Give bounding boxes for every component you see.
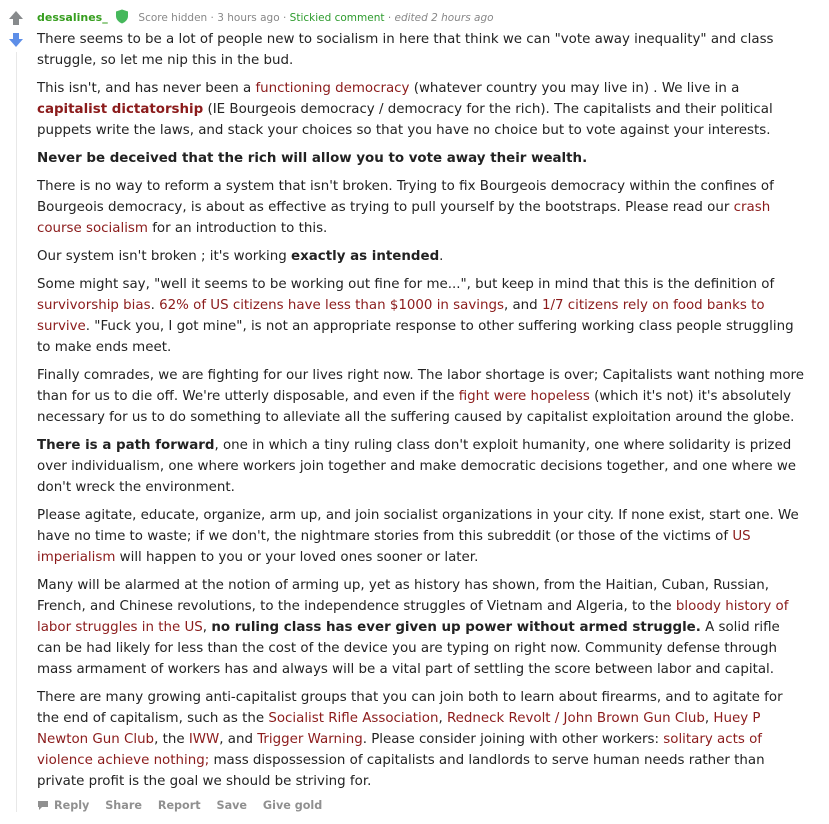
inline-link[interactable]: functioning democracy — [255, 81, 410, 96]
text-segment: for an introduction to this. — [147, 221, 328, 236]
downvote-arrow-icon[interactable] — [8, 32, 24, 48]
inline-link[interactable]: Socialist Rifle Association — [268, 711, 439, 726]
separator-dot: · — [387, 12, 395, 24]
comment-tagline — [37, 9, 807, 27]
comment-paragraph — [37, 246, 807, 267]
comment-paragraph — [37, 78, 807, 141]
inline-link[interactable]: crash course socialism — [37, 200, 771, 236]
inline-link[interactable]: 62% of US citizens have less than $1000 in savings — [159, 298, 504, 313]
text-segment: Many will be alarmed at the notion of arming up, yet as history has shown, from the Haitian, Cuban, Russian, French, and Chinese revolutions, to the independence struggles of Vietnam and Algeria, to the — [37, 578, 770, 614]
comment-paragraph — [37, 575, 807, 680]
vote-column — [8, 10, 24, 54]
text-segment: , and — [503, 298, 542, 313]
text-segment: (IE Bourgeois democracy / democracy for the rich). The capitalists and their political puppets write the laws, and stack your choices so that you have no choice but to vote against your interests. — [37, 102, 773, 138]
text-segment: , one in which a tiny ruling class don't exploit humanity, one where solidarity is prized over individualism, one where workers join together and make democratic decisions together, and one where we don't wreck the environment. — [37, 438, 797, 495]
text-segment: . Please consider joining with other workers: — [362, 732, 664, 747]
comment-body — [37, 29, 807, 792]
comment-actions — [37, 799, 807, 812]
text-segment: , — [704, 711, 714, 726]
text-segment: There is no way to reform a system that isn't broken. Trying to fix Bourgeois democracy within the confines of Bourgeois democracy, is about as effective as trying to pull yourself by the bootstraps. Please read our — [37, 179, 774, 215]
bold-text: exactly as intended — [291, 249, 440, 264]
text-segment: A solid rifle can be had likely for less than the cost of the device you are typing on right now. Community defense through mass armament of workers has and always will be a vital part of settling the score between labor and capital. — [37, 620, 780, 677]
upvote-arrow-icon[interactable] — [8, 10, 24, 26]
text-segment: There are many growing anti-capitalist groups that you can join both to learn about firearms, and to agitate for the end of capitalism, such as the — [37, 690, 783, 726]
text-segment: Our system isn't broken ; it's working — [37, 249, 292, 264]
save-button[interactable]: Save — [216, 799, 248, 812]
reply-label: Reply — [54, 799, 90, 812]
text-segment: . — [439, 249, 444, 264]
text-segment: , the — [154, 732, 189, 747]
report-button[interactable]: Report — [157, 799, 201, 812]
score-hidden: Score hidden — [138, 12, 208, 24]
text-segment: This isn't, and has never been a — [37, 81, 256, 96]
text-segment: . "Fuck you, I got mine", is not an appropriate response to other suffering working class people struggling to make ends meet. — [37, 319, 794, 355]
comment-paragraph — [37, 29, 807, 71]
reply-button[interactable] — [37, 799, 89, 812]
inline-link[interactable]: Trigger Warning — [257, 732, 363, 747]
comment-paragraph — [37, 687, 807, 792]
inline-link[interactable]: Redneck Revolt / John Brown Gun Club — [446, 711, 705, 726]
text-segment: mass dispossession of capitalists and landlords to serve human needs rather than private profit is the goal we should be striving for. — [37, 753, 765, 789]
text-segment: , and — [219, 732, 258, 747]
inline-link[interactable]: bloody history of labor struggles in the US — [37, 599, 789, 635]
reply-bubble-icon — [37, 800, 49, 811]
inline-link[interactable]: capitalist dictatorship — [37, 102, 204, 117]
inline-link[interactable]: US imperialism — [37, 529, 751, 565]
text-segment: Some might say, "well it seems to be working out fine for me...", but keep in mind that this is the definition of — [37, 277, 775, 292]
text-segment: . — [150, 298, 160, 313]
comment-content — [37, 9, 807, 812]
author-link[interactable]: dessalines_ — [37, 11, 108, 24]
inline-link[interactable]: solitary acts of violence achieve nothing; — [37, 732, 762, 768]
stickied-label: Stickied comment — [289, 12, 385, 24]
text-segment: (which it's not) it's absolutely necessary for us to do something to alleviate all the suffering caused by capitalist exploitation around the globe. — [37, 389, 795, 425]
inline-link[interactable]: IWW — [188, 732, 220, 747]
bold-text: Never be deceived that the rich will allow you to vote away their wealth. — [37, 151, 588, 166]
comment-paragraph — [37, 176, 807, 239]
share-button[interactable]: Share — [105, 799, 142, 812]
edited-label: edited 2 hours ago — [394, 12, 494, 24]
separator-dot: · — [282, 12, 290, 24]
bold-text: no ruling class has ever given up power without armed struggle. — [211, 620, 701, 635]
inline-link[interactable]: survivorship bias — [37, 298, 151, 313]
comment-paragraph — [37, 505, 807, 568]
comment-paragraph — [37, 274, 807, 358]
text-segment: , — [438, 711, 447, 726]
comment-paragraph — [37, 148, 807, 169]
text-segment: , — [202, 620, 212, 635]
text-segment: There seems to be a lot of people new to socialism in here that think we can "vote away inequality" and class struggle, so let me nip this in the bud. — [37, 32, 774, 68]
thread-line[interactable] — [16, 52, 17, 812]
inline-link[interactable]: fight were hopeless — [458, 389, 590, 404]
moderator-shield-icon — [115, 9, 129, 24]
inline-link[interactable]: 1/7 citizens rely on food banks to survive — [37, 298, 765, 334]
text-segment: Finally comrades, we are fighting for our lives right now. The labor shortage is over; Capitalists want nothing more than for us to die off. We're utterly disposable, and even if the — [37, 368, 804, 404]
text-segment: Please agitate, educate, organize, arm up, and join socialist organizations in your city. If none exist, start one. We have no time to waste; if we don't, the nightmare stories from this subreddit (or those of the victims of — [37, 508, 799, 544]
text-segment: will happen to you or your loved ones sooner or later. — [115, 550, 479, 565]
bold-text: There is a path forward — [37, 438, 215, 453]
separator-dot: · — [210, 12, 218, 24]
inline-link[interactable]: Huey P Newton Gun Club — [37, 711, 761, 747]
comment-paragraph — [37, 365, 807, 428]
text-segment: (whatever country you may live in) . We live in a — [409, 81, 740, 96]
give-gold-button[interactable]: Give gold — [262, 799, 323, 812]
comment-paragraph — [37, 435, 807, 498]
comment-time: 3 hours ago — [217, 12, 280, 24]
